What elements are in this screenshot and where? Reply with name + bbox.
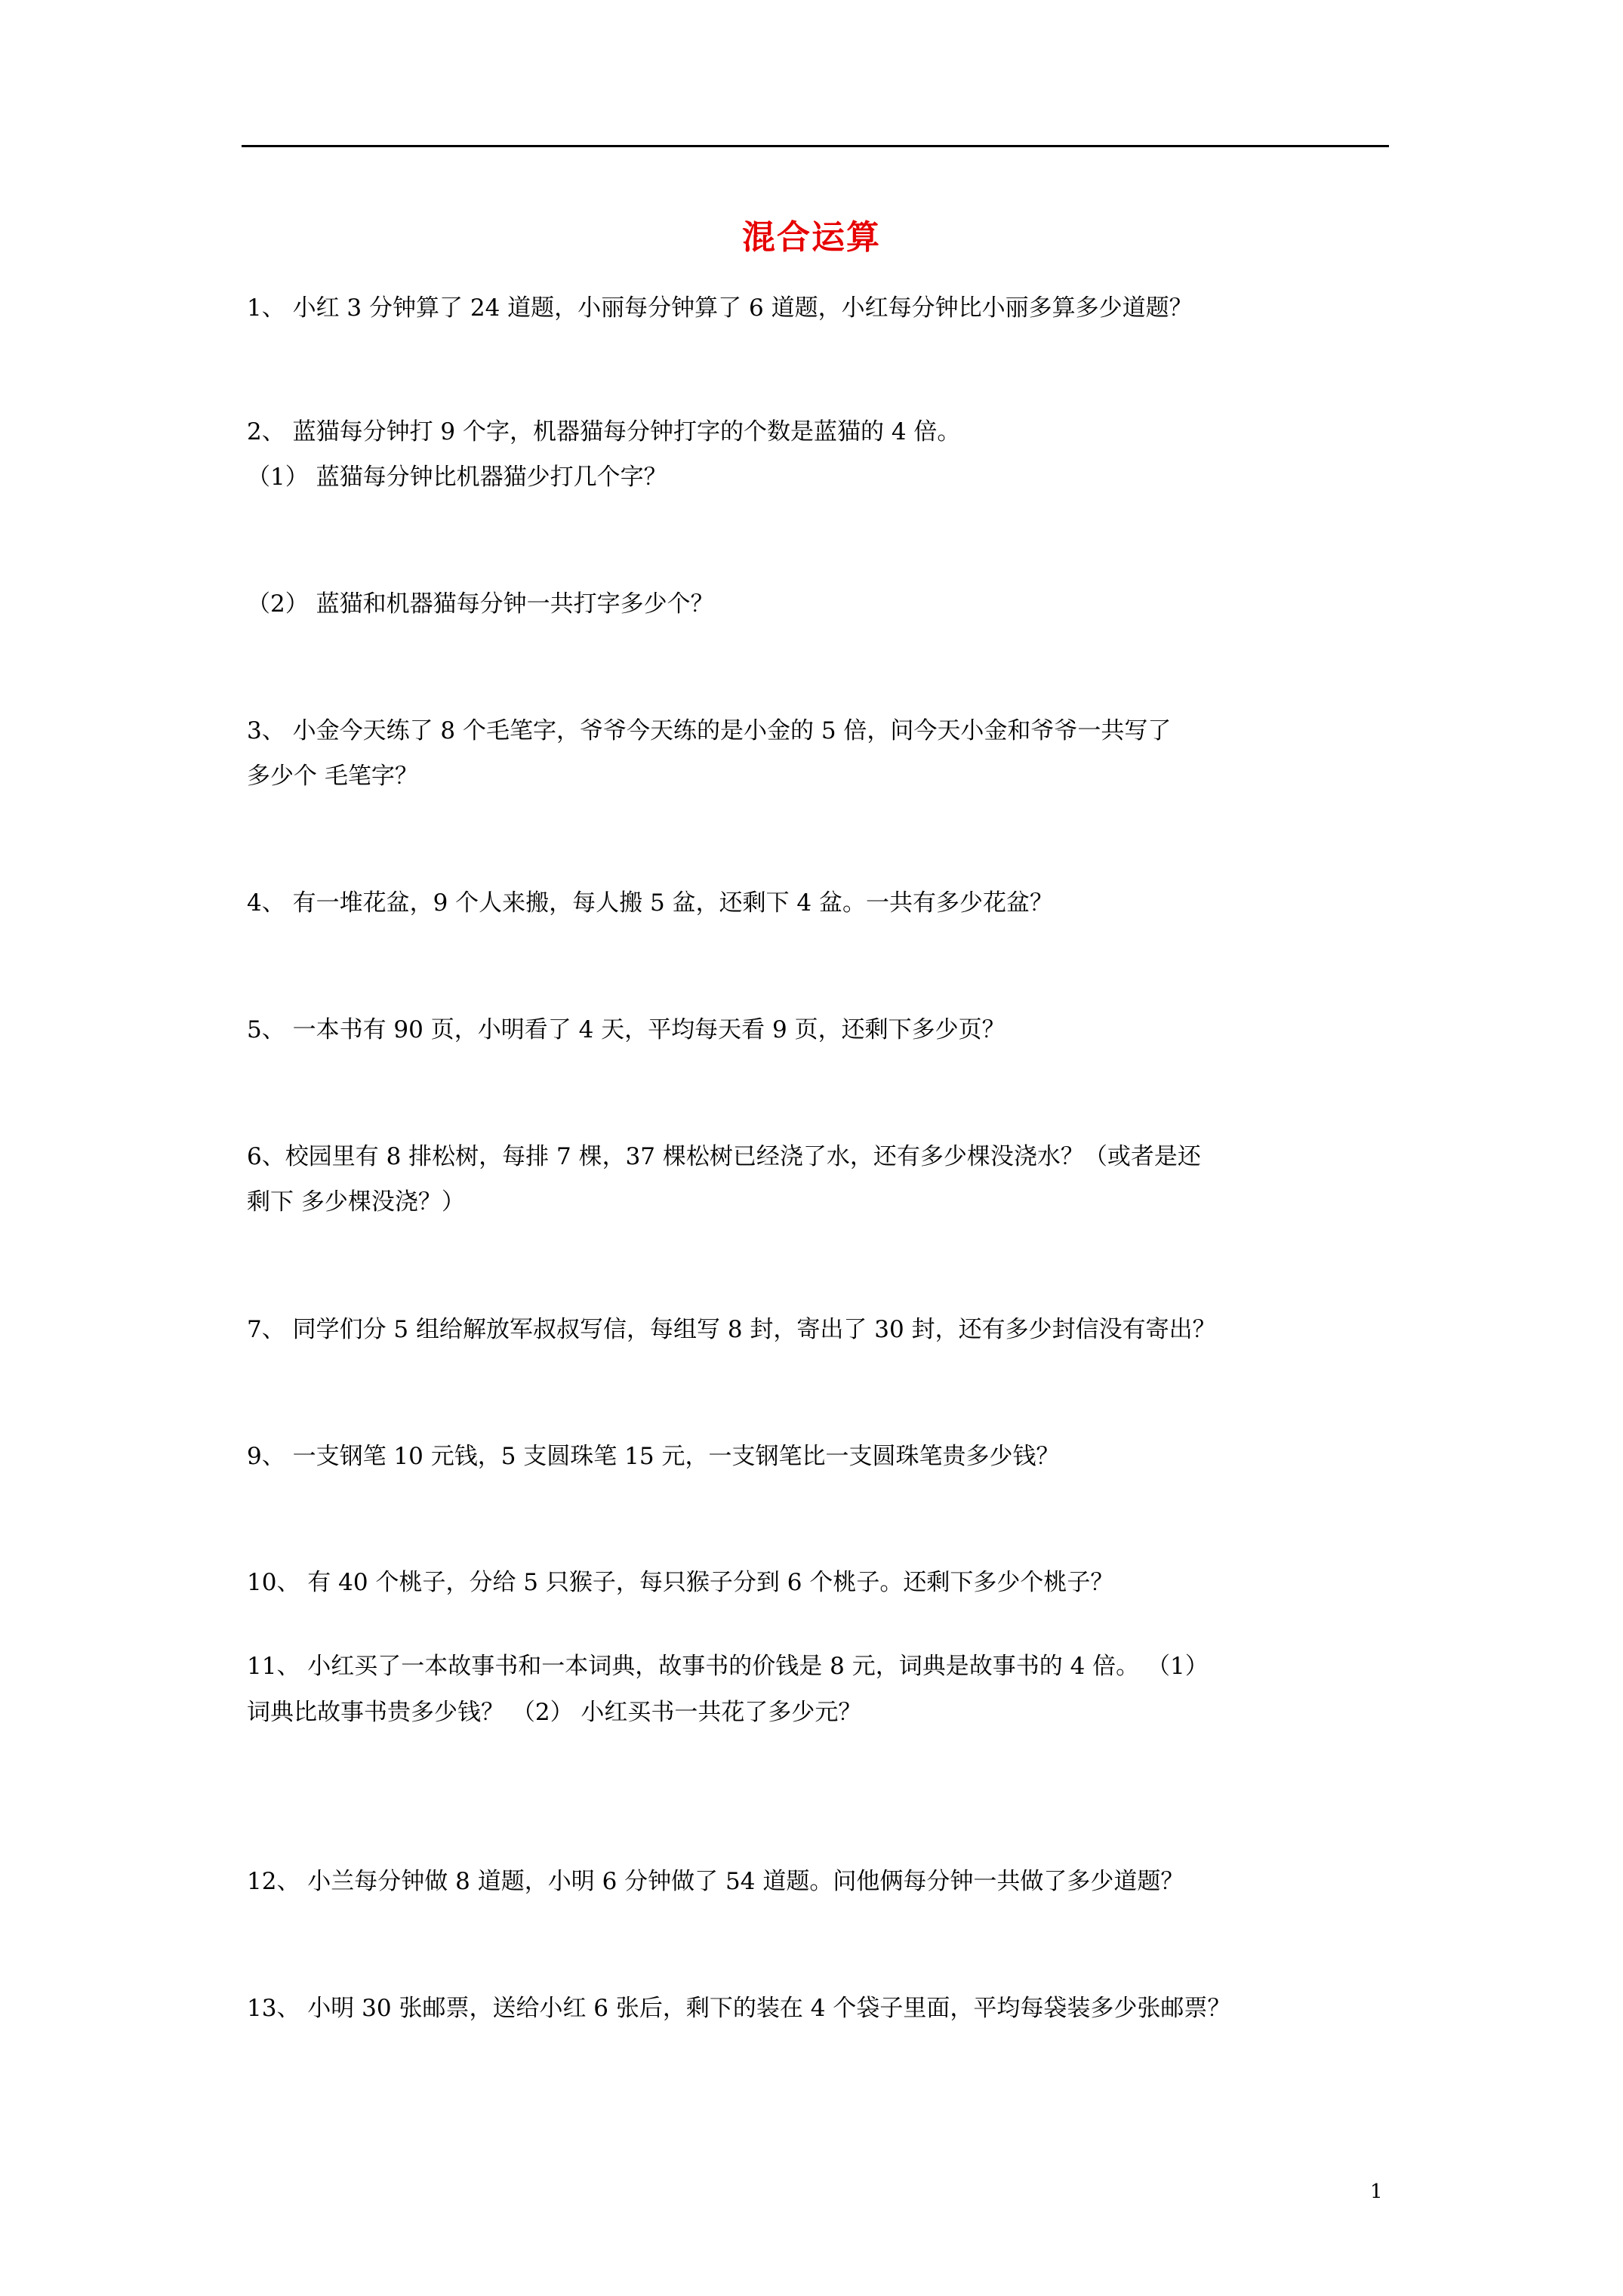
question-5: 5、 一本书有 90 页，小明看了 4 天，平均每天看 9 页，还剩下多少页？ [247, 1016, 1006, 1043]
question-12: 12、 小兰每分钟做 8 道题，小明 6 分钟做了 54 道题。问他俩每分钟一共做了多少道题？ [247, 1868, 1184, 1895]
question-10: 10、 有 40 个桃子，分给 5 只猴子，每只猴子分到 6 个桃子。还剩下多少个桃子？ [247, 1569, 1114, 1596]
question-2-part-1: （1） 蓝猫每分钟比机器猫少打几个字？ [247, 464, 667, 491]
question-6-line-2: 剩下 多少棵没浇？） [247, 1188, 465, 1216]
question-2-part-2: （2） 蓝猫和机器猫每分钟一共打字多少个？ [247, 590, 714, 618]
question-1: 1、 小红 3 分钟算了 24 道题，小丽每分钟算了 6 道题，小红每分钟比小丽多算多少道题？ [247, 294, 1193, 322]
question-11-line-1: 11、 小红买了一本故事书和一本词典，故事书的价钱是 8 元，词典是故事书的 4 倍。 （1） [247, 1653, 1209, 1680]
page-number: 1 [1370, 2180, 1383, 2203]
question-6-line-1: 6、校园里有 8 排松树，每排 7 棵，37 棵松树已经浇了水，还有多少棵没浇水？（或者是还 [247, 1143, 1201, 1170]
question-3-line-2: 多少个 毛笔字？ [247, 763, 418, 790]
question-3-line-1: 3、 小金今天练了 8 个毛笔字，爷爷今天练的是小金的 5 倍，问今天小金和爷爷一共写了 [247, 717, 1172, 744]
question-13: 13、 小明 30 张邮票，送给小红 6 张后，剩下的装在 4 个袋子里面，平均每袋装多少张邮票？ [247, 1995, 1231, 2022]
question-9: 9、 一支钢笔 10 元钱，5 支圆珠笔 15 元，一支钢笔比一支圆珠笔贵多少钱？ [247, 1443, 1060, 1470]
header-rule [242, 145, 1389, 147]
question-11-line-2: 词典比故事书贵多少钱？ （2） 小红买书一共花了多少元？ [247, 1699, 862, 1726]
page-title: 混合运算 [742, 218, 881, 257]
question-7: 7、 同学们分 5 组给解放军叔叔写信，每组写 8 封，寄出了 30 封，还有多少封信没有寄出？ [247, 1316, 1216, 1343]
question-2: 2、 蓝猫每分钟打 9 个字，机器猫每分钟打字的个数是蓝猫的 4 倍。 [247, 418, 961, 445]
question-4: 4、 有一堆花盆，9 个人来搬，每人搬 5 盆，还剩下 4 盆。一共有多少花盆？ [247, 889, 1054, 917]
